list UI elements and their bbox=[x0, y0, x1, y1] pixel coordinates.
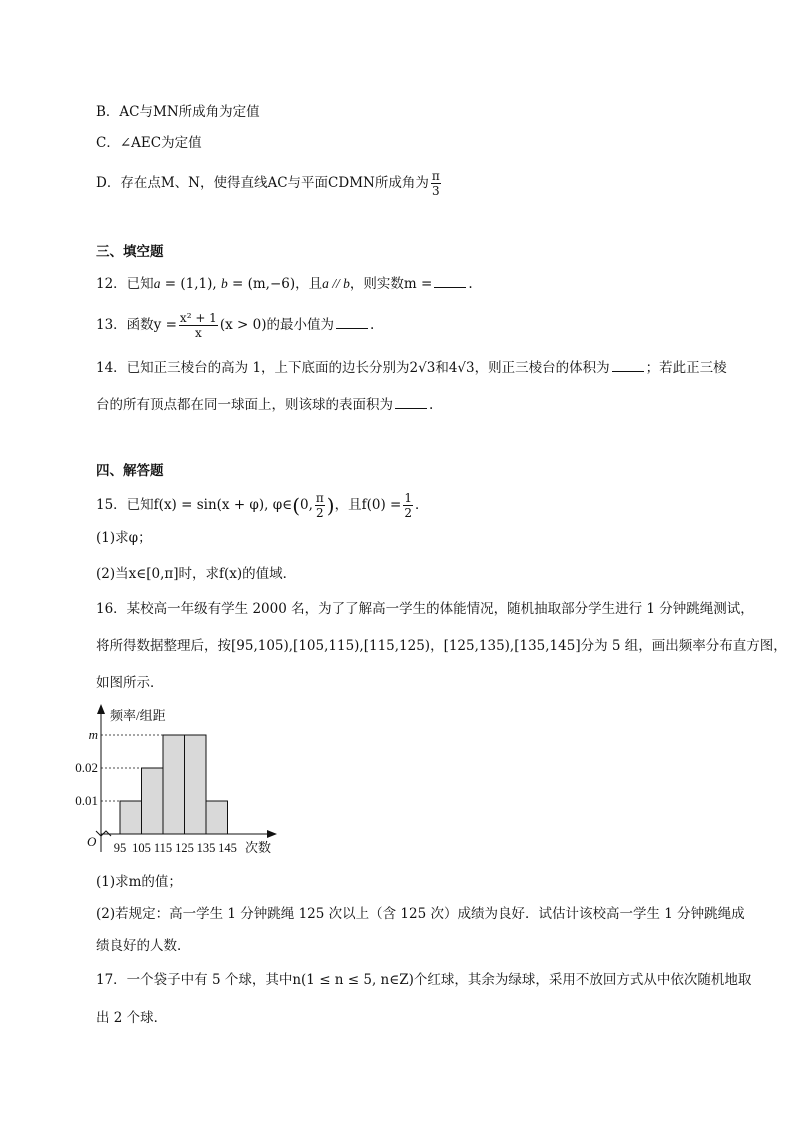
option-d bbox=[96, 170, 443, 197]
q15-one-half: $\frac{1}{2}$ bbox=[404, 491, 412, 520]
x-axis-label: 次数 bbox=[245, 840, 272, 855]
q16-line-2: 将所得数据整理后，按[95,105),[105,115),[115,125)，[125,135),[135,145]分为 5 组，画出频率分布直方图， bbox=[96, 638, 787, 654]
q15-pi-over-2: $\frac{\pi}{2}$ bbox=[315, 491, 324, 520]
q13-condition: (x > 0) bbox=[219, 317, 267, 333]
option-c: C．∠AEC为定值 bbox=[96, 135, 202, 151]
answer-blank[interactable] bbox=[612, 359, 644, 372]
q16-sub-2-line-2: 绩良好的人数． bbox=[96, 938, 191, 954]
q15-prefix: 15．已知f(x) = sin(x + φ), φ∈ bbox=[96, 497, 293, 513]
y-tick-label: 0.01 bbox=[75, 793, 98, 808]
q14-text: 14．已知正三棱台的高为 1，上下底面的边长分别为2√3和4√3，则正三棱台的体积为 bbox=[96, 360, 610, 376]
y-axis-label: 频率/组距 bbox=[110, 708, 166, 723]
q15-end: ． bbox=[414, 497, 429, 513]
q12-prefix: 12．已知 bbox=[96, 276, 154, 292]
x-axis-arrow bbox=[267, 830, 277, 838]
q16-line-3: 如图所示． bbox=[96, 675, 164, 691]
q16-sub-2-line-1: (2)若规定：高一学生 1 分钟跳绳 125 次以上（含 125 次）成绩为良好．试估计该校高一学生 1 分钟跳绳成 bbox=[96, 906, 745, 922]
q14-text-2: 台的所有顶点都在同一球面上，则该球的表面积为 bbox=[96, 397, 393, 413]
x-tick-label: 125 bbox=[175, 841, 194, 855]
q13-prefix: 13．函数y = bbox=[96, 317, 177, 333]
answer-blank[interactable] bbox=[336, 316, 368, 329]
q13-suffix: 的最小值为 bbox=[266, 317, 334, 333]
option-d-text: D．存在点M、N，使得直线AC与平面CDMN所成角为 bbox=[96, 175, 429, 191]
q15-paren-right: ) bbox=[326, 493, 335, 518]
question-14-line-2 bbox=[96, 395, 433, 415]
histogram-bar bbox=[185, 735, 207, 834]
origin-label: O bbox=[87, 834, 97, 849]
question-12: 12．已知a = (1,1), b = (m,−6)，且a // b，则实数m = . bbox=[96, 276, 473, 292]
q12-vec-b: (m,−6) bbox=[247, 276, 296, 292]
x-tick-label: 115 bbox=[153, 841, 173, 855]
q12-vec-a: (1,1) bbox=[180, 276, 213, 292]
y-tick-label: 0.02 bbox=[75, 760, 98, 775]
question-14-line-1 bbox=[96, 358, 727, 378]
q15-paren-left: ( bbox=[292, 493, 300, 518]
x-tick-label: 105 bbox=[132, 841, 151, 855]
histogram-bar bbox=[206, 801, 228, 834]
q15-interval-start: 0, bbox=[300, 497, 313, 513]
section-3-title: 三、填空题 bbox=[96, 244, 164, 260]
q12-end: . bbox=[468, 276, 473, 292]
histogram-bar bbox=[120, 801, 142, 834]
q16-line-1: 16．某校高一年级有学生 2000 名，为了了解高一学生的体能情况，随机抽取部分学生进行 1 分钟跳绳测试， bbox=[96, 601, 754, 617]
y-tick-label: m bbox=[88, 727, 98, 742]
frequency-histogram bbox=[70, 700, 290, 862]
q15-sub-2: (2)当x∈[0,π]时，求f(x)的值域． bbox=[96, 566, 297, 582]
question-15 bbox=[96, 492, 428, 519]
answer-blank[interactable] bbox=[434, 275, 466, 288]
histogram-bar bbox=[142, 768, 164, 834]
option-b: B．AC与MN所成角为定值 bbox=[96, 104, 260, 120]
section-4-title: 四、解答题 bbox=[96, 463, 164, 479]
q14-tail: ；若此正三棱 bbox=[645, 360, 727, 376]
answer-blank[interactable] bbox=[395, 396, 427, 409]
x-tick-label: 135 bbox=[196, 841, 216, 855]
question-13 bbox=[96, 312, 374, 339]
x-tick-label: 145 bbox=[218, 841, 237, 855]
q13-fraction: $\frac{\text{x² + 1}}{x}$ bbox=[179, 311, 217, 340]
pi-over-3-fraction: $\frac{\pi}{3}$ bbox=[431, 169, 440, 198]
q12-mid: ，且 bbox=[295, 276, 323, 292]
histogram-bar bbox=[163, 735, 185, 834]
q12-suffix: ，则实数m = bbox=[349, 276, 433, 292]
q12-condition: a // b bbox=[322, 276, 350, 291]
x-tick-label: 95 bbox=[113, 841, 127, 855]
q15-sub-1: (1)求φ； bbox=[96, 530, 152, 546]
q15-mid: ，且f(0) = bbox=[334, 497, 402, 513]
q13-end: . bbox=[369, 317, 375, 333]
q16-sub-1: (1)求m的值； bbox=[96, 874, 182, 890]
q14-end: . bbox=[429, 397, 434, 413]
q17-line-2: 出 2 个球． bbox=[96, 1010, 168, 1026]
q17-line-1: 17．一个袋子中有 5 个球，其中n(1 ≤ n ≤ 5, n∈Z)个红球，其余为绿球，采用不放回方式从中依次随机地取 bbox=[96, 972, 752, 988]
y-axis-arrow bbox=[97, 704, 105, 714]
axis-break-mark bbox=[96, 831, 111, 836]
